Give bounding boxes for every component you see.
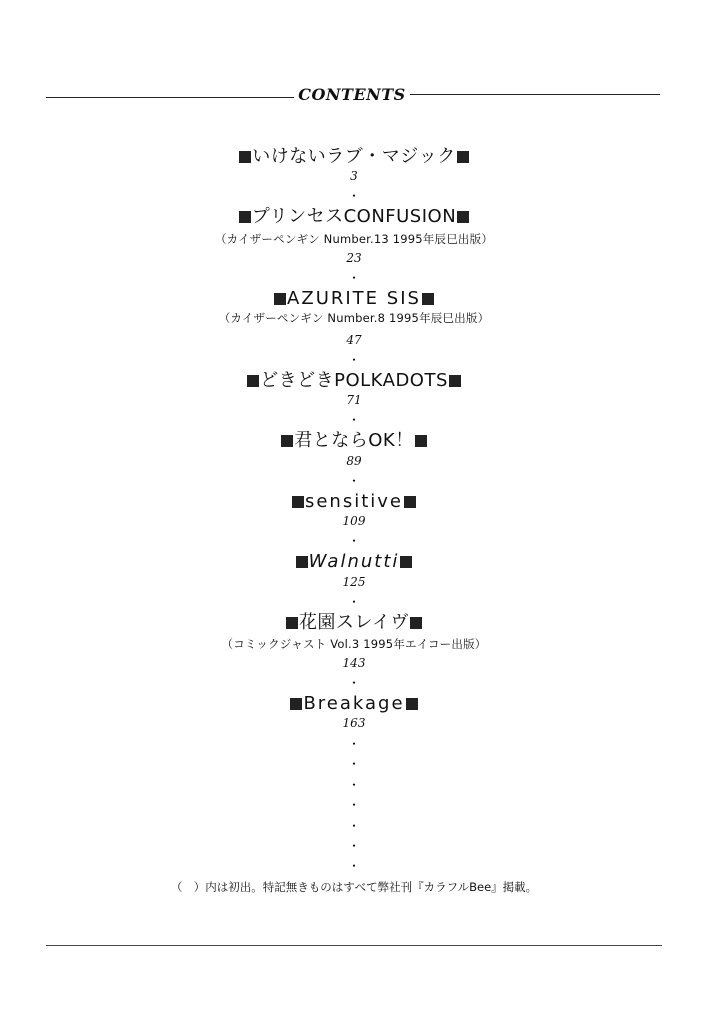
separator-dot: ・ — [347, 413, 360, 427]
square-bullet-icon — [457, 151, 469, 163]
header-rule-right — [410, 94, 660, 95]
footnote: （ ）内は初出。特記無きものはすべて弊社刊『カラフルBee』掲載。 — [170, 880, 538, 894]
toc-entry-source: （コミックジャスト Vol.3 1995年エイコー出版） — [221, 637, 487, 651]
separator-dot: ・ — [347, 271, 360, 285]
square-bullet-icon — [274, 293, 286, 305]
toc-entry-title-text: AZURITE SIS — [287, 288, 421, 309]
square-bullet-icon — [415, 435, 427, 447]
toc-entry-title — [0, 693, 708, 715]
square-bullet-icon — [286, 617, 298, 629]
toc-entry-title — [0, 430, 708, 452]
toc-entry-title-text: Breakage — [303, 693, 405, 714]
toc-entry-title-text: sensitive — [304, 491, 404, 512]
trailing-dot: ・ — [347, 798, 360, 812]
square-bullet-icon — [239, 211, 251, 223]
toc-entry-page: 71 — [346, 393, 362, 407]
toc-entry-title-text: どきどきPOLKADOTS — [260, 370, 448, 391]
toc-entry-title-text: 君とならOK！ — [294, 430, 414, 451]
trailing-dot: ・ — [347, 757, 360, 771]
header-rule-left — [46, 97, 294, 98]
square-bullet-icon — [449, 375, 461, 387]
separator-dot: ・ — [347, 676, 360, 690]
page-title: CONTENTS — [298, 85, 406, 104]
square-bullet-icon — [406, 698, 418, 710]
toc-entry-title-text: Walnutti — [308, 551, 400, 572]
toc-entry-title — [0, 288, 708, 310]
toc-entry-title — [0, 146, 708, 168]
toc-entry-page: 125 — [342, 575, 366, 589]
square-bullet-icon — [404, 496, 416, 508]
square-bullet-icon — [422, 293, 434, 305]
square-bullet-icon — [247, 375, 259, 387]
square-bullet-icon — [281, 435, 293, 447]
toc-entry-page: 143 — [342, 656, 366, 670]
separator-dot: ・ — [347, 189, 360, 203]
square-bullet-icon — [296, 556, 308, 568]
square-bullet-icon — [292, 496, 304, 508]
toc-entry-title-text: プリンセスCONFUSION — [251, 206, 457, 227]
toc-entry-page: 3 — [350, 169, 358, 183]
trailing-dot: ・ — [347, 839, 360, 853]
square-bullet-icon — [290, 698, 302, 710]
square-bullet-icon — [410, 617, 422, 629]
square-bullet-icon — [457, 211, 469, 223]
separator-dot: ・ — [347, 353, 360, 367]
toc-entry-title — [0, 551, 708, 573]
toc-entry-page: 109 — [342, 514, 366, 528]
trailing-dot: ・ — [347, 737, 360, 751]
toc-entry-page: 163 — [342, 716, 366, 730]
bottom-rule — [46, 945, 662, 946]
toc-entry-title-text: 花園スレイヴ — [298, 612, 410, 633]
toc-entry-title — [0, 491, 708, 513]
square-bullet-icon — [239, 151, 251, 163]
toc-entry-title — [0, 206, 708, 228]
toc-entry-page: 89 — [346, 454, 362, 468]
toc-entry-title — [0, 370, 708, 392]
separator-dot: ・ — [347, 595, 360, 609]
trailing-dot: ・ — [347, 819, 360, 833]
toc-entry-source: （カイザーペンギン Number.13 1995年辰巳出版） — [214, 232, 494, 246]
separator-dot: ・ — [347, 474, 360, 488]
trailing-dot: ・ — [347, 778, 360, 792]
toc-entry-page: 23 — [346, 251, 362, 265]
separator-dot: ・ — [347, 534, 360, 548]
toc-entry-title-text: いけないラブ・マジック — [252, 146, 456, 167]
square-bullet-icon — [400, 556, 412, 568]
toc-entry-title — [0, 612, 708, 634]
toc-entry-page: 47 — [346, 333, 362, 347]
trailing-dot: ・ — [347, 859, 360, 873]
toc-entry-source: （カイザーペンギン Number.8 1995年辰巳出版） — [218, 311, 490, 325]
